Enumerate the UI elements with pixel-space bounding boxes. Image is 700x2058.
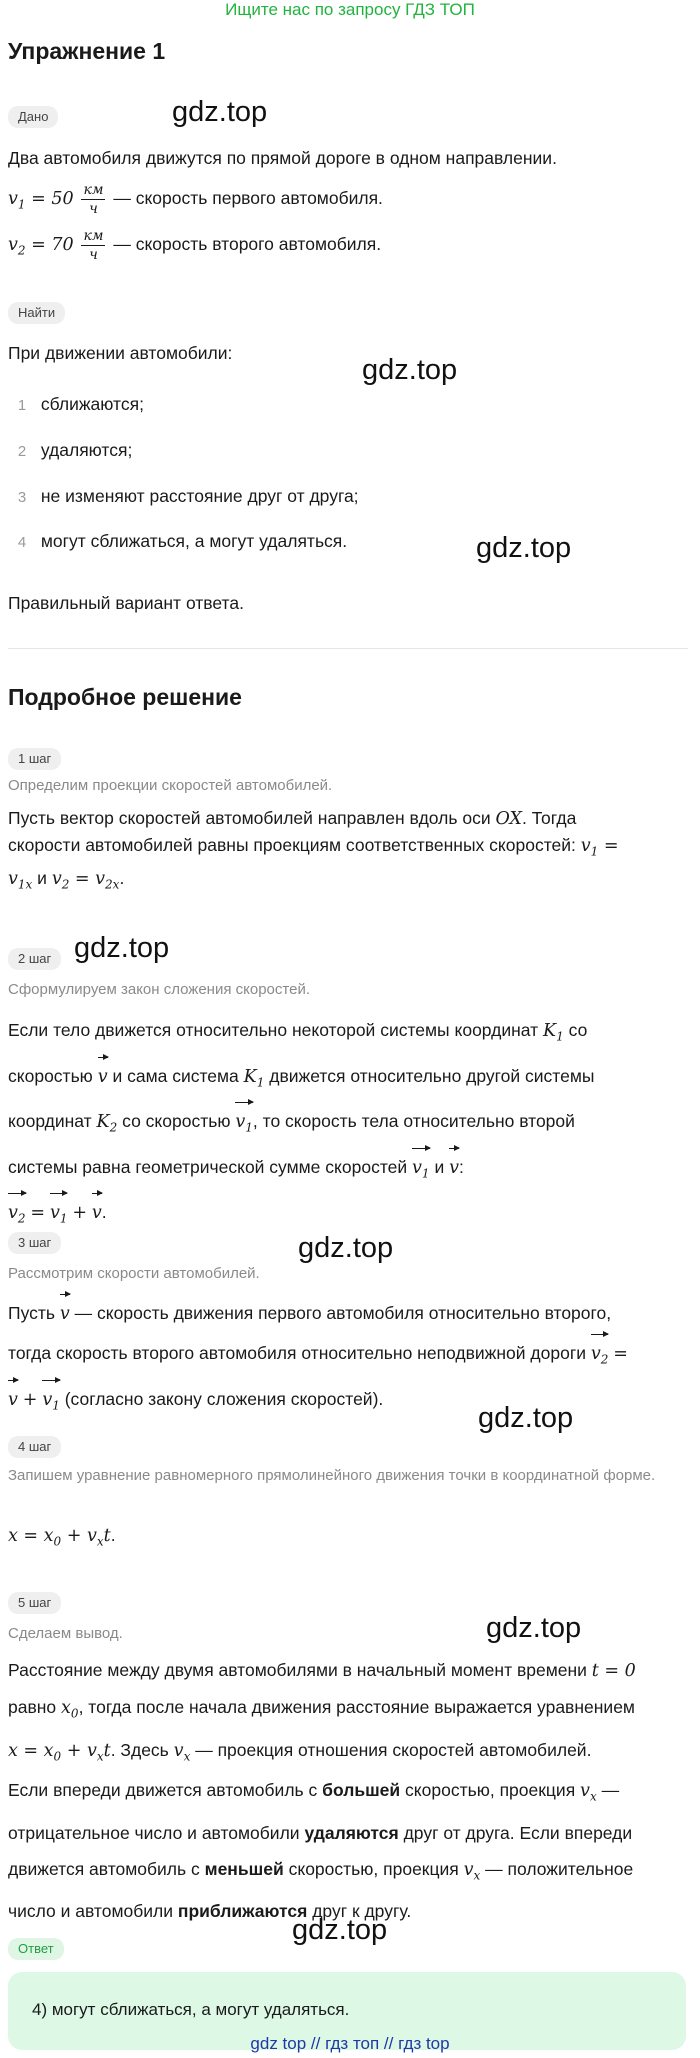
watermark: gdz.top (292, 1914, 388, 1946)
step-2-caption: Сформулируем закон сложения скоростей. (8, 981, 310, 998)
answer-text: 4) могут сближаться, а могут удаляться. (32, 2000, 350, 2019)
step-1-label: 1 шаг (8, 748, 61, 770)
v2-line: $v_2 = 70$ $\frac{км}{ч}$ — скорость второго автомобиля. (8, 228, 382, 263)
watermark: gdz.top (476, 532, 572, 564)
step-4-formula: $x = x_0 + v_xt$. (8, 1525, 116, 1549)
solution-title: Подробное решение (8, 684, 242, 710)
answer-label: Ответ (8, 1938, 64, 1960)
watermark: gdz.top (478, 1402, 574, 1434)
find-text: При движении автомобили: (8, 343, 233, 363)
step-1-caption: Определим проекции скоростей автомобилей. (8, 777, 333, 794)
exercise-title: Упражнение 1 (8, 38, 166, 64)
step-5-label: 5 шаг (8, 1592, 61, 1614)
option-3: 3 не изменяют расстояние друг от друга; (17, 486, 359, 506)
step-3-text: Пусть v — скорость движения первого автомобиля относительно второго, тогда скорость второго автомобиля относительно неподвижной дороги $v_2$ = $v + v_1$ (согласно закону сложения скоростей). (8, 1292, 688, 1423)
step-2-label: 2 шаг (8, 948, 61, 970)
step-3-label: 3 шаг (8, 1232, 61, 1254)
step-4-label: 4 шаг (8, 1436, 61, 1458)
step-5-text: Расстояние между двумя автомобилями в начальный момент времени t = 0 равно $x_0$, тогда после начала движения расстояние выражается уравнением $x = x_0 + v_xt$. Здесь $v_x$ — проекция отношения скоростей автомобилей. (8, 1660, 636, 1763)
option-1: 1 сближаются; (17, 394, 144, 414)
find-label: Найти (8, 302, 65, 324)
watermark: gdz.top (74, 932, 170, 964)
step-5-caption: Сделаем вывод. (8, 1625, 123, 1642)
option-4: 4 могут сближаться, а могут удаляться. (17, 531, 348, 551)
step-4-caption: Запишем уравнение равномерного прямолинейного движения точки в координатной форме. (8, 1467, 656, 1484)
option-2: 2 удаляются; (17, 440, 133, 460)
top-banner[interactable]: Ищите нас по запросу ГДЗ ТОП (225, 0, 475, 19)
step-2-text: Если тело движется относительно некоторой системы координат $K_1$ со скоростью v и сама система $K_1$ движется относительно другой системы координат $K_2$ со скоростью $v_1$, то скорость тела относительно второй системы равна геометрической сумме скоростей $v_1$ и v: $v_2 = v_1 + v$. (8, 1012, 688, 1237)
divider (8, 648, 688, 649)
watermark: gdz.top (486, 1612, 582, 1644)
correct-prompt: Правильный вариант ответа. (8, 593, 244, 613)
step-3-caption: Рассмотрим скорости автомобилей. (8, 1265, 260, 1282)
given-text: Два автомобиля движутся по прямой дороге в одном направлении. (8, 148, 557, 168)
step-1-text: Пусть вектор скоростей автомобилей направлен вдоль оси OX. Тогда скорости автомобилей равны проекциям соответственных скоростей: $v_1$ = $v_{1x}$ и $v_2 = v_{2x}$. (8, 808, 619, 891)
watermark: gdz.top (298, 1232, 394, 1264)
footer-links[interactable]: gdz top // гдз топ // гдз top (250, 2034, 450, 2053)
watermark: gdz.top (362, 354, 458, 386)
step-5-conclusion: Если впереди движется автомобиль с большей скоростью, проекция $v_x$ — отрицательное число и автомобили удаляются друг от друга. Если впереди движется автомобиль с меньшей скоростью, проекция $v_x$ — положительное число и автомобили приближаются друг к другу. (8, 1780, 634, 1921)
v1-line: $v_1 = 50$ $\frac{км}{ч}$ — скорость первого автомобиля. (8, 182, 383, 217)
given-label: Дано (8, 106, 58, 128)
watermark: gdz.top (172, 96, 268, 128)
